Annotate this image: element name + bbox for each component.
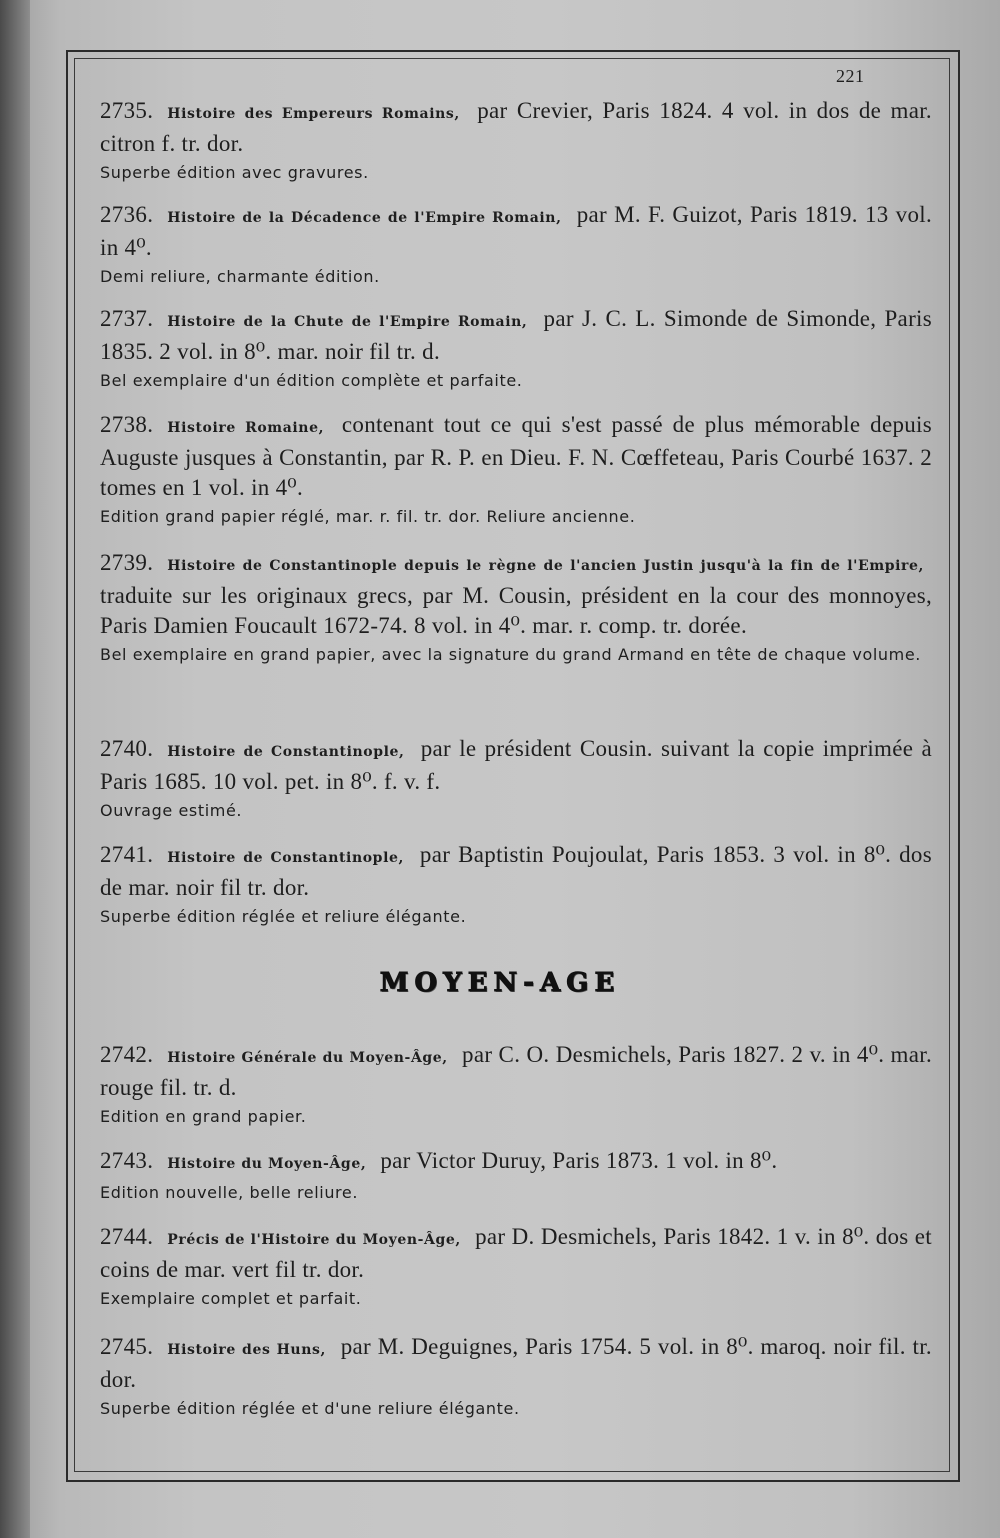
entry-title: Histoire de la Décadence de l'Empire Romain, bbox=[167, 210, 562, 226]
entry-text: par Baptistin Poujoulat, Paris 1853. 3 vol. in 8⁰. dos de mar. noir fil tr. dor. bbox=[100, 842, 932, 900]
entry-text: par M. Deguignes, Paris 1754. 5 vol. in 8⁰. maroq. noir fil. tr. dor. bbox=[100, 1334, 932, 1392]
catalog-entry bbox=[100, 1040, 932, 1129]
entry-number: 2743. bbox=[100, 1148, 154, 1173]
entry-text: par C. O. Desmichels, Paris 1827. 2 v. in 4⁰. mar. rouge fil. tr. d. bbox=[100, 1042, 932, 1100]
entry-body bbox=[100, 96, 932, 159]
entry-number: 2745. bbox=[100, 1334, 154, 1359]
entry-number: 2741. bbox=[100, 842, 154, 867]
entry-body bbox=[100, 1040, 932, 1103]
section-heading-text: MOYEN-AGE bbox=[379, 968, 621, 998]
catalog-entry bbox=[100, 734, 932, 823]
entry-body bbox=[100, 410, 932, 503]
entry-text: traduite sur les originaux grecs, par M. Cousin, président en la cour des monnoyes, Paris Damien Foucault 1672-74. 8 vol. in 4⁰. mar. r. comp. tr. dorée. bbox=[100, 583, 932, 638]
entry-number: 2735. bbox=[100, 98, 154, 123]
entry-body bbox=[100, 548, 932, 641]
entry-number: 2737. bbox=[100, 306, 154, 331]
entry-text: par D. Desmichels, Paris 1842. 1 v. in 8⁰. dos et coins de mar. vert fil tr. dor. bbox=[100, 1224, 932, 1282]
entry-title: Précis de l'Histoire du Moyen-Âge, bbox=[167, 1232, 461, 1248]
entry-note: Bel exemplaire d'un édition complète et parfaite. bbox=[100, 371, 523, 390]
entry-text: par Victor Duruy, Paris 1873. 1 vol. in 8⁰. bbox=[380, 1148, 778, 1173]
entry-note: Demi reliure, charmante édition. bbox=[100, 267, 380, 286]
entry-body bbox=[100, 1332, 932, 1395]
entry-number: 2739. bbox=[100, 550, 154, 575]
entry-text: par Crevier, Paris 1824. 4 vol. in dos de mar. citron f. tr. dor. bbox=[100, 98, 932, 156]
catalog-entry bbox=[100, 410, 932, 529]
catalog-entry bbox=[100, 200, 932, 289]
entry-body bbox=[100, 304, 932, 367]
entry-title: Histoire de Constantinople, bbox=[167, 744, 405, 760]
catalog-entry bbox=[100, 548, 932, 667]
entry-note: Ouvrage estimé. bbox=[100, 801, 243, 820]
entry-body bbox=[100, 840, 932, 903]
catalog-entry bbox=[100, 840, 932, 929]
entry-note: Bel exemplaire en grand papier, avec la signature du grand Armand en tête de chaque volume. bbox=[100, 645, 921, 664]
entry-title: Histoire des Empereurs Romains, bbox=[167, 106, 460, 122]
entry-body bbox=[100, 1146, 932, 1179]
catalog-entry bbox=[100, 1222, 932, 1311]
entry-number: 2740. bbox=[100, 736, 154, 761]
catalog-entry bbox=[100, 1332, 932, 1421]
catalog-entry bbox=[100, 304, 932, 393]
entry-body bbox=[100, 200, 932, 263]
entry-note: Edition en grand papier. bbox=[100, 1107, 307, 1126]
entry-number: 2736. bbox=[100, 202, 154, 227]
entry-note: Superbe édition avec gravures. bbox=[100, 163, 369, 182]
entry-note: Superbe édition réglée et d'une reliure élégante. bbox=[100, 1399, 520, 1418]
entry-title: Histoire Générale du Moyen-Âge, bbox=[167, 1050, 448, 1066]
entry-title: Histoire de Constantinople, bbox=[167, 850, 404, 866]
entry-text: par J. C. L. Simonde de Simonde, Paris 1835. 2 vol. in 8⁰. mar. noir fil tr. d. bbox=[100, 306, 932, 364]
entry-note: Superbe édition réglée et reliure élégante. bbox=[100, 907, 467, 926]
page-number: 221 bbox=[836, 66, 865, 86]
entry-number: 2742. bbox=[100, 1042, 154, 1067]
entry-title: Histoire du Moyen-Âge, bbox=[167, 1156, 367, 1172]
entry-text: par M. F. Guizot, Paris 1819. 13 vol. in 4⁰. bbox=[100, 202, 932, 260]
entry-note: Edition nouvelle, belle reliure. bbox=[100, 1183, 359, 1202]
catalog-entry bbox=[100, 96, 932, 185]
entry-number: 2738. bbox=[100, 412, 154, 437]
entry-note: Exemplaire complet et parfait. bbox=[100, 1289, 362, 1308]
entry-text: par le président Cousin. suivant la copie imprimée à Paris 1685. 10 vol. pet. in 8⁰. f. v. f. bbox=[100, 736, 932, 794]
entry-text: contenant tout ce qui s'est passé de plus mémorable depuis Auguste jusques à Constantin, par R. P. en Dieu. F. N. Cœffeteau, Paris Courbé 1637. 2 tomes en 1 vol. in 4⁰. bbox=[100, 412, 932, 500]
entry-note: Edition grand papier réglé, mar. r. fil. tr. dor. Reliure ancienne. bbox=[100, 507, 636, 526]
catalog-entry bbox=[100, 1146, 932, 1205]
entry-title: Histoire des Huns, bbox=[167, 1342, 326, 1358]
section-heading bbox=[0, 968, 1000, 998]
entry-title: Histoire de Constantinople depuis le règne de l'ancien Justin jusqu'à la fin de l'Empire, bbox=[167, 558, 924, 574]
entry-number: 2744. bbox=[100, 1224, 154, 1249]
entry-title: Histoire de la Chute de l'Empire Romain, bbox=[167, 314, 528, 330]
entry-title: Histoire Romaine, bbox=[167, 420, 325, 436]
entry-body bbox=[100, 1222, 932, 1285]
page-binding-edge bbox=[0, 0, 30, 1538]
entry-body bbox=[100, 734, 932, 797]
